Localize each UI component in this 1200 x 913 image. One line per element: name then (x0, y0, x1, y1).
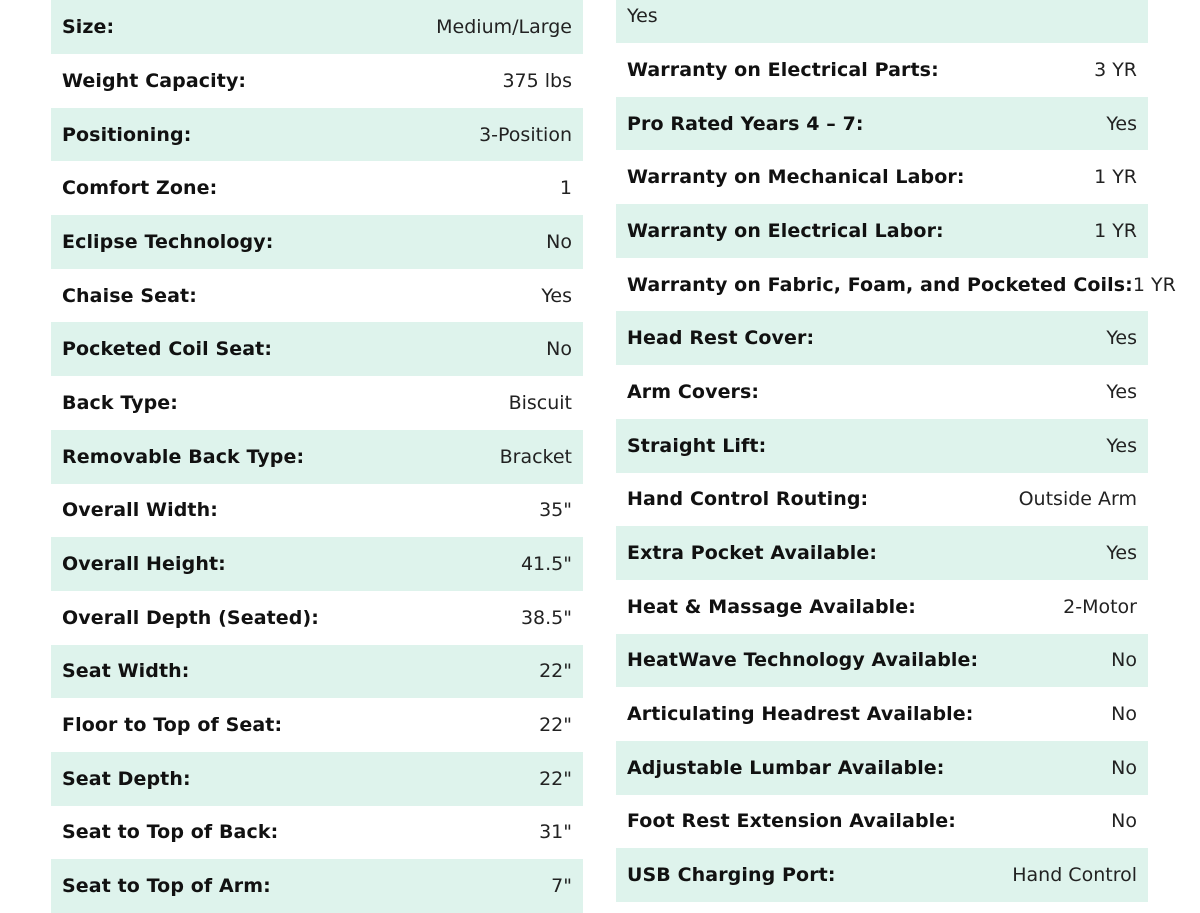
spec-row-head-rest-cover (616, 311, 1148, 365)
spec-label: Back Type: (62, 391, 178, 414)
spec-label: USB Charging Port: (627, 864, 836, 887)
spec-row-overall-depth (51, 591, 583, 645)
spec-row-chaise-seat (51, 269, 583, 323)
spec-row-foot-rest-extension (616, 795, 1148, 849)
spec-value: 375 lbs (502, 69, 572, 92)
spec-row-heatwave-technology (616, 634, 1148, 688)
spec-value: 35" (539, 499, 572, 522)
spec-value: No (1111, 703, 1137, 726)
spec-row-articulating-headrest (616, 687, 1148, 741)
spec-value: 3 YR (1094, 58, 1137, 81)
spec-label: Warranty on Mechanical Labor: (627, 166, 965, 189)
spec-value: 22" (539, 714, 572, 737)
spec-value: Yes (1106, 542, 1137, 565)
spec-value: 31" (539, 821, 572, 844)
spec-value: No (1111, 649, 1137, 672)
spec-value: 1 (559, 177, 572, 200)
spec-label: Arm Covers: (627, 380, 760, 403)
spec-row-seat-depth (51, 752, 583, 806)
spec-label: Foot Rest Extension Available: (627, 810, 956, 833)
spec-row-seat-to-top-of-arm (51, 859, 583, 913)
spec-row-eclipse-technology (51, 215, 583, 269)
spec-row-positioning (51, 108, 583, 162)
spec-row-back-type (51, 376, 583, 430)
spec-value: 22" (539, 767, 572, 790)
spec-label: Overall Height: (62, 553, 226, 576)
spec-label: Extra Pocket Available: (627, 542, 878, 565)
spec-row-warranty-fabric-foam-coils (616, 258, 1176, 312)
spec-row-floor-to-top-of-seat (51, 698, 583, 752)
spec-value: 1 YR (1132, 273, 1176, 296)
spec-value: Yes (1106, 327, 1137, 350)
spec-row-heat-massage (616, 580, 1148, 634)
spec-value: No (546, 338, 572, 361)
spec-row-comfort-zone (51, 161, 583, 215)
spec-label: HeatWave Technology Available: (627, 649, 979, 672)
spec-label: Pocketed Coil Seat: (62, 338, 273, 361)
spec-label: Heat & Massage Available: (627, 595, 916, 618)
spec-row-adjustable-lumbar (616, 741, 1148, 795)
spec-value: No (1111, 810, 1137, 833)
spec-row-overall-width (51, 484, 583, 538)
spec-label: Comfort Zone: (62, 177, 218, 200)
spec-value: 1 YR (1094, 219, 1137, 242)
spec-label: Articulating Headrest Available: (627, 703, 974, 726)
spec-label: Seat Depth: (62, 767, 191, 790)
spec-label: Pro Rated Years 4 – 7: (627, 112, 864, 135)
spec-value: Hand Control (1012, 864, 1137, 887)
spec-label: Seat to Top of Back: (62, 821, 279, 844)
spec-label: Warranty on Electrical Labor: (627, 219, 944, 242)
spec-value: Yes (627, 5, 658, 27)
spec-row-hand-control-routing (616, 473, 1148, 527)
spec-value: 38.5" (520, 606, 572, 629)
spec-label: Overall Width: (62, 499, 218, 522)
spec-label: Adjustable Lumbar Available: (627, 756, 945, 779)
spec-row-warranty-electrical-labor (616, 204, 1148, 258)
spec-value: Outside Arm (1018, 488, 1137, 511)
spec-label: Warranty on Electrical Parts: (627, 58, 939, 81)
spec-value: 41.5" (520, 553, 572, 576)
spec-value: 3-Position (479, 123, 572, 146)
spec-label: Straight Lift: (627, 434, 767, 457)
spec-row-arm-covers (616, 365, 1148, 419)
spec-label: Positioning: (62, 123, 192, 146)
spec-value: 22" (539, 660, 572, 683)
spec-row-warranty-mechanical-labor (616, 150, 1148, 204)
spec-label: Seat to Top of Arm: (62, 875, 271, 898)
spec-value: No (1111, 756, 1137, 779)
spec-label: Head Rest Cover: (627, 327, 815, 350)
spec-label: Eclipse Technology: (62, 230, 274, 253)
spec-row-seat-width (51, 645, 583, 699)
spec-row-pro-rated-years (616, 97, 1148, 151)
spec-label: Weight Capacity: (62, 69, 247, 92)
spec-value: Medium/Large (436, 16, 572, 38)
spec-row-extra-pocket (616, 526, 1148, 580)
spec-label: Warranty on Fabric, Foam, and Pocketed Coils: (627, 273, 1133, 296)
spec-row-usb-charging-port (616, 848, 1148, 902)
spec-value: Yes (1106, 380, 1137, 403)
spec-row-straight-lift (616, 419, 1148, 473)
spec-row-weight-capacity (51, 54, 583, 108)
spec-value: 1 YR (1094, 166, 1137, 189)
spec-value: Biscuit (508, 391, 572, 414)
spec-value: Yes (1106, 112, 1137, 135)
spec-row-removable-back-type (51, 430, 583, 484)
spec-row-partial-top (616, 0, 1148, 43)
spec-label: Seat Width: (62, 660, 190, 683)
spec-value: Yes (541, 284, 572, 307)
spec-label: Chaise Seat: (62, 284, 197, 307)
spec-label: Removable Back Type: (62, 445, 305, 468)
spec-row-size (51, 0, 583, 54)
spec-value: 7" (551, 875, 572, 898)
spec-label: Floor to Top of Seat: (62, 714, 283, 737)
spec-label: Overall Depth (Seated): (62, 606, 319, 629)
left-spec-table (51, 0, 583, 913)
spec-row-warranty-electrical-parts (616, 43, 1148, 97)
spec-row-pocketed-coil-seat (51, 322, 583, 376)
spec-value: 2-Motor (1063, 595, 1137, 618)
spec-label: Size: (62, 16, 115, 38)
spec-value: No (546, 230, 572, 253)
right-spec-table (616, 0, 1176, 902)
spec-row-seat-to-top-of-back (51, 806, 583, 860)
spec-label: Hand Control Routing: (627, 488, 869, 511)
spec-value: Bracket (499, 445, 572, 468)
spec-value: Yes (1106, 434, 1137, 457)
spec-row-overall-height (51, 537, 583, 591)
